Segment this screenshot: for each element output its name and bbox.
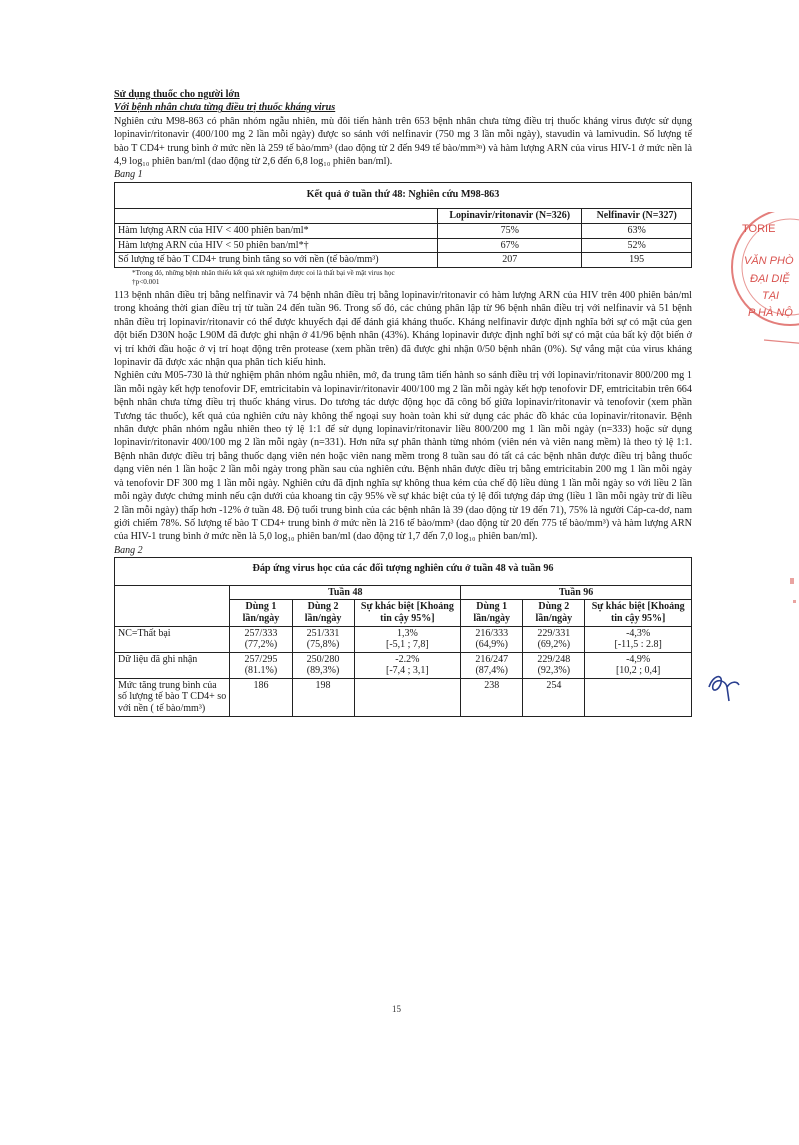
table2-cell: (92,3%) [537, 665, 571, 677]
stamp-text-3: ĐẠI DIỆ [750, 273, 790, 285]
table2-caption: Bang 2 [114, 544, 143, 556]
table2-cell: (89,3%) [306, 665, 340, 677]
table2-cell: (81.1%) [244, 665, 278, 677]
page-number: 15 [392, 1004, 401, 1014]
subsection-title: Với bệnh nhân chưa từng điều trị thuốc kháng virus [114, 102, 336, 114]
table1-cell: 67% [438, 238, 582, 253]
table-1 [114, 182, 692, 268]
table-row [115, 678, 692, 716]
stamp-speck [790, 578, 794, 584]
table2-cell: 238 [484, 679, 500, 691]
table-row [115, 238, 692, 253]
table1-footnote-2: †p<0.001 [132, 278, 160, 287]
table1-title: Kết quả ở tuần thứ 48: Nghiên cứu M98-863 [115, 182, 692, 209]
table2-week96: Tuần 96 [461, 585, 692, 600]
table2-col-twice: Dùng 2 lần/ngày [523, 600, 585, 626]
table2-cell: 229/248 [537, 653, 571, 665]
table1-row-label: Số lượng tế bào T CD4+ trung bình tăng so với nền (tế bào/mm³) [115, 253, 438, 268]
table2-week48: Tuần 48 [230, 585, 461, 600]
table2-cell: (87,4%) [475, 665, 508, 677]
table1-row-label: Hàm lượng ARN của HIV < 50 phiên ban/ml*† [115, 238, 438, 253]
table-row [115, 224, 692, 239]
table2-cell: 257/333 [244, 627, 278, 639]
table2-col-once: Dùng 1 lần/ngày [461, 600, 523, 626]
table2-cell: [10,2 ; 0,4] [615, 665, 661, 677]
stamp-speck [793, 600, 796, 603]
table1-header-blank [115, 209, 438, 224]
paragraph-3: Nghiên cứu M05-730 là thử nghiệm phân nhóm ngẫu nhiên, mở, đa trung tâm tiến hành so sánh điều trị với lopinavir/ritonavir 800/200 mg 1 lần mỗi ngày kết hợp tenofovir DF, emtricitabin và lopinavir/ritonavir 400/100 mg 2 lần mỗi ngày kết hợp tenofovir DF, emtricitabin trên 664 bệnh nhân chưa từng điều trị thuốc kháng virus. Do tương tác dược động học đã công bố giữa lopinavir/ritonavir và tenofovir (xem phần Tương tác thuốc), kết quả của nghiên cứu này không thể ngoại suy hoàn toàn khi sử dụng các phác đồ khác của lopinavir/ritonavir. Bệnh nhân được phân nhóm ngẫu nhiên theo tỷ lệ 1:1 để sử dụng lopinavir/ritonavir liều 800/200 mg 1 lần mỗi ngày (n=333) hoặc sử dụng lopinavir/ritonavir 400/100 mg 2 lần mỗi ngày (n=331). Hơn nữa sự phân thành từng nhóm (viên nén và viên nang mềm) là theo tỷ lệ 1:1. Bệnh nhân được điều trị bằng thuốc dạng viên nén hoặc viên nang mềm trong 8 tuần sau đó tất cả các bệnh nhân được điều trị bằng thuốc dạng viên nén 1 lần hoặc 2 lần mỗi ngày trong phần sau của nghiên cứu. Bệnh nhân được điều trị bằng emtricitabin 200 mg 1 lần mỗi ngày và tenofovir DF 300 mg 1 lần mỗi ngày. Nghiên cứu đã định nghĩa sự không thua kém của chế độ liều dùng 1 lần mỗi ngày so với liều 2 lần mỗi ngày được chứng minh nếu cận dưới của khoang tin cậy 95% về sự khác biệt của tỷ lệ đối tượng đáp ứng (liều 1 lần mỗi ngày trừ đi liều 2 lần mỗi ngày) thấp hơn -12% ở tuần 48. Độ tuổi trung bình của các bệnh nhân là 39 (dao động từ 19 đến 71), 75% là người Cáp-ca-dơ, nam giới chiếm 78%. Số lượng tế bào T CD4+ trung bình ở mức nền là 216 tế bào/mm³ (dao động từ 20 đến 775 tế bào/mm³) và hàm lượng ARN của HIV-1 trung bình ở mức nền là 5,0 log₁₀ phiên ban/ml (dao động từ 1,7 đến 7,0 log₁₀ phiên ban/ml). [114, 370, 692, 543]
table2-header-blank [115, 585, 230, 626]
paragraph-2: 113 bệnh nhân điều trị bằng nelfinavir và 74 bệnh nhân điều trị bằng lopinavir/ritonavir có hàm lượng ARN của HIV trên 400 phiên bản/ml trong khoảng thời gian điều trị từ tuần 24 đến tuần 96. Trong số đó, các chủng phân lập từ 96 bệnh nhân điều trị với nelfinavir và 51 bệnh nhân điều trị lopinavir/ritonavir có thể được khuyếch đại để đánh giá kháng thuốc. Kháng nelfinavir được định nghĩa bởi sự có mặt của gen đột biến D30N hoặc L90M đã được ghi nhận ở 41/96 bệnh nhân (43%). Kháng lopinavir được định nghĩ bởi sự có mặt của bất kỳ đột biến ở vị trí khởi đầu hoặc ở vị trí hoạt động trên protease (xem phần trên) đã được ghi nhận 0/50 bệnh nhân (0%). Sự vắng mặt của virus kháng lopinavir đã được xác nhận qua phân tích kiểu hình. [114, 290, 692, 369]
table2-cell: (64,9%) [475, 639, 508, 651]
table2-row-label: Mức tăng trung bình của số lượng tế bào T CD4+ so với nền ( tế bào/mm³) [115, 678, 230, 716]
table2-cell: -2.2% [395, 653, 420, 665]
table1-row-label: Hàm lượng ARN của HIV < 400 phiên ban/ml* [115, 224, 438, 239]
table2-cell: 257/295 [244, 653, 278, 665]
table2-cell: 216/247 [475, 653, 509, 665]
table2-cell: -4,3% [626, 627, 651, 639]
table2-cell: 250/280 [306, 653, 340, 665]
table2-cell: 251/331 [306, 627, 340, 639]
table1-footnote-1: *Trong đó, những bệnh nhân thiếu kết quả xét nghiệm được coi là thất bại về mặt virus học [132, 268, 395, 277]
table2-cell: [-7,4 ; 3,1] [385, 665, 429, 677]
table2-row-label: NC=Thất bại [115, 626, 230, 652]
stamp-text-4: TẠI [762, 290, 780, 302]
table-2 [114, 557, 692, 717]
paragraph-1: Nghiên cứu M98-863 có phân nhóm ngẫu nhiên, mù đôi tiến hành trên 653 bệnh nhân chưa từng điều trị thuốc kháng virus được sử dụng lopinavir/ritonavir (400/100 mg 2 lần mỗi ngày) được so sánh với nelfinavir (750 mg 3 lần mỗi ngày), stavudin và lamivudin. Số lượng tế bào T CD4+ trung bình ở mức nền là 259 tế bào/mm³ (dao động từ 2 đến 949 tế bào/mm³ⁿ) và hàm lượng ARN của virus HIV-1 ở mức nền là 4,9 log₁₀ phiên ban/ml (dao động từ 2,6 đến 6,8 log₁₀ phiên ban/ml). [114, 115, 692, 168]
table1-cell: 63% [582, 224, 692, 239]
table2-cell: 1,3% [396, 627, 418, 639]
table2-col-diff: Sự khác biệt [Khoảng tin cậy 95%] [354, 600, 461, 626]
table1-cell: 207 [438, 253, 582, 268]
table2-col-once: Dùng 1 lần/ngày [230, 600, 292, 626]
table1-cell: 195 [582, 253, 692, 268]
table2-cell: (77,2%) [244, 639, 278, 651]
table-row [115, 626, 692, 652]
table2-cell: -4,9% [626, 653, 651, 665]
table1-cell: 52% [582, 238, 692, 253]
table2-cell: 198 [315, 679, 331, 691]
table1-cell: 75% [438, 224, 582, 239]
table2-cell: [-11,5 : 2.8] [614, 639, 662, 651]
table-row [115, 253, 692, 268]
section-title: Sử dụng thuốc cho người lớn [114, 89, 240, 100]
official-stamp [728, 212, 799, 362]
signature [705, 665, 745, 710]
table2-cell: 186 [253, 679, 269, 691]
table2-title: Đáp ứng virus học của các đối tượng nghiên cứu ở tuần 48 và tuần 96 [115, 558, 692, 586]
table2-cell: [-5,1 ; 7,8] [385, 639, 429, 651]
table2-cell: (75,8%) [306, 639, 340, 651]
table2-cell: (69,2%) [537, 639, 571, 651]
table2-cell: 254 [546, 679, 562, 691]
table2-col-diff: Sự khác biệt [Khoảng tin cậy 95%] [585, 600, 692, 626]
table2-col-twice: Dùng 2 lần/ngày [292, 600, 354, 626]
table2-row-label: Dữ liệu đã ghi nhận [115, 652, 230, 678]
table1-caption: Bang 1 [114, 169, 143, 181]
table2-cell: 229/331 [537, 627, 571, 639]
table1-col-lopinavir: Lopinavir/ritonavir (N=326) [438, 209, 582, 224]
table2-cell: 216/333 [475, 627, 509, 639]
page-content [114, 88, 692, 717]
stamp-text-1: TORIE [742, 223, 776, 235]
stamp-text-2: VĂN PHÒ [744, 255, 794, 267]
table1-col-nelfinavir: Nelfinavir (N=327) [582, 209, 692, 224]
table-row [115, 652, 692, 678]
stamp-text-5: P HÀ NỘ [748, 307, 793, 319]
